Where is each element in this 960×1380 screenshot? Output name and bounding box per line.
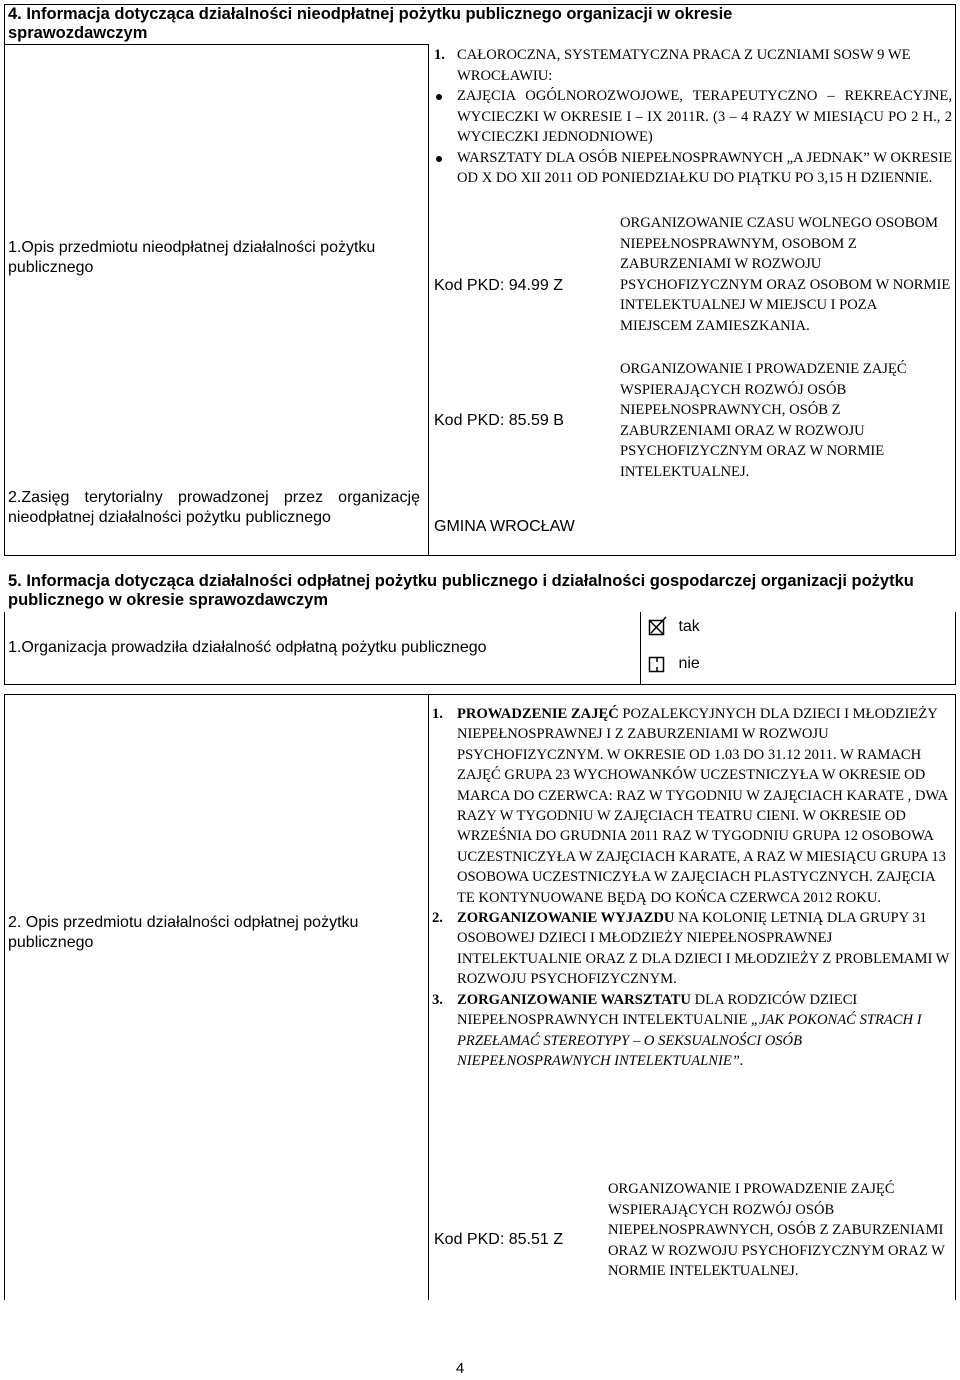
bullet-text: ZAJĘCIA OGÓLNOROZWOJOWE, TERAPEUTYCZNO – REKREACYJNE, WYCIECZKI W OKRESIE I – IX 2011R. (3 – 4 RAZY W MIESIĄCU PO 2 H., 2 WYCIECZKI JEDNODNIOWE) <box>457 88 952 145</box>
section4-label-territory: 2.Zasięg terytorialny prowadzonej przez organizację nieodpłatnej działalności pożytku publicznego <box>8 489 420 526</box>
section5-table-mid <box>428 694 429 1300</box>
section5-table-top <box>4 694 956 695</box>
page-number: 4 <box>455 1360 465 1377</box>
territory-value: GMINA WROCŁAW <box>434 518 575 535</box>
item-italic: „JAK POKONAĆ STRACH I PRZEŁAMAĆ STEREOTYPY – O SEKSUALNOŚCI OSÓB NIEPEŁNOSPRAWNYCH INTELEKTUALNIE”. <box>457 1012 922 1069</box>
bullet-icon <box>436 156 442 162</box>
activity-bullet-list <box>432 86 952 189</box>
list-item <box>432 990 950 1072</box>
item-text: DLA RODZICÓW DZIECI NIEPEŁNOSPRAWNYCH INTELEKTUALNIE <box>457 991 858 1029</box>
item-number: 1. <box>432 706 443 722</box>
item-text: NA KOLONIĘ LETNIĄ DLA GRUPY 31 OSOBOWEJ DZIECI I MŁODZIEŻY NIEPEŁNOSPRAWNEJ INTELEKTUALNIE ORAZ Z DLA DZIECI I MŁODZIEŻY Z PROBLEMAMI W ROZWOJU PSYCHOFIZYCZNYM. <box>457 910 950 988</box>
bullet-icon <box>436 94 442 100</box>
item-bold: ZORGANIZOWANIE WARSZTATU <box>457 991 691 1008</box>
pkd-code-1: Kod PKD: 94.99 Z <box>434 277 563 294</box>
checkbox-empty-icon[interactable] <box>648 656 664 672</box>
option-no-label: nie <box>678 655 700 672</box>
pkd-desc-3: ORGANIZOWANIE I PROWADZENIE ZAJĘĆ WSPIERAJĄCYCH ROZWÓJ OSÓB NIEPEŁNOSPRAWNYCH, OSÓB Z ZABURZENIAMI ORAZ W ROZWOJU PSYCHOFIZYCZNYM ORAZ W NORMIE INTELEKTUALNEJ. <box>608 1181 945 1279</box>
section5-label-description: 2. Opis przedmiotu działalności odpłatnej pożytku publicznego <box>8 914 359 951</box>
bullet-text: WARSZTATY DLA OSÓB NIEPEŁNOSPRAWNYCH „A JEDNAK” W OKRESIE OD X DO XII 2011 OD PONIEDZIAŁKU DO PIĄTKU PO 3,15 H DZIENNIE. <box>457 149 952 186</box>
section4-col-divider <box>428 44 429 556</box>
section5-title: 5. Informacja dotycząca działalności odpłatnej pożytku publicznego i działalności gospodarczej organizacji pożytku publicznego w okresie sprawozdawczym <box>8 572 914 609</box>
item-number: 3. <box>432 991 443 1008</box>
activity-block <box>432 45 952 189</box>
list-item <box>432 908 950 990</box>
option-yes[interactable] <box>648 618 700 636</box>
activity-heading: CAŁOROCZNA, SYSTEMATYCZNA PRACA Z UCZNIAMI SOSW 9 WE WROCŁAWIU: <box>457 47 911 84</box>
item-number: 2. <box>432 910 443 927</box>
pkd-desc-1: ORGANIZOWANIE CZASU WOLNEGO OSOBOM NIEPEŁNOSPRAWNYM, OSOBOM Z ZABURZENIAMI W ROZWOJU PSYCHOFIZYCZNYM ORAZ OSOBOM W NORMIE INTELEKTUALNEJ W MIEJSCU I POZA MIEJSCEM ZAMIESZKANIA. <box>620 215 951 334</box>
option-no[interactable] <box>648 655 700 673</box>
section5-table-right <box>955 694 956 1300</box>
section4-title: 4. Informacja dotycząca działalności nieodpłatnej pożytku publicznego organizacji w okresie sprawozdawczym <box>8 5 733 42</box>
section5-table-left <box>4 694 5 1300</box>
paid-activity-question: 1.Organizacja prowadziła działalność odpłatną pożytku publicznego <box>8 639 487 656</box>
paid-activity-list <box>432 704 950 1071</box>
activity-heading-number: 1. <box>434 47 445 63</box>
checkbox-checked-icon[interactable] <box>648 619 664 635</box>
section4-header-divider <box>4 44 429 45</box>
item-bold: PROWADZENIE ZAJĘĆ <box>457 706 619 722</box>
section5-question-divider <box>640 612 641 685</box>
list-item <box>432 148 952 189</box>
item-bold: ZORGANIZOWANIE WYJAZDU <box>457 910 675 927</box>
list-item <box>432 704 950 908</box>
pkd-desc-2: ORGANIZOWANIE I PROWADZENIE ZAJĘĆ WSPIERAJĄCYCH ROZWÓJ OSÓB NIEPEŁNOSPRAWNYCH, OSÓB Z ZABURZENIAMI ORAZ W ROZWOJU PSYCHOFIZYCZNYM ORAZ W NORMIE INTELEKTUALNEJ. <box>620 361 907 480</box>
pkd-code-2: Kod PKD: 85.59 B <box>434 412 564 429</box>
list-item <box>432 86 952 148</box>
section4-label-description: 1.Opis przedmiotu nieodpłatnej działalności pożytku publicznego <box>8 239 376 276</box>
option-yes-label: tak <box>678 618 700 635</box>
pkd-code-3: Kod PKD: 85.51 Z <box>434 1231 563 1248</box>
item-text: POZALEKCYJNYCH DLA DZIECI I MŁODZIEŻY NIEPEŁNOSPRAWNEJ I Z ZABURZENIAMI W ROZWOJU PSYCHOFIZYCZNYM. W OKRESIE OD 1.03 DO 31.12 2011. W RAMACH ZAJĘĆ GRUPA 23 WYCHOWANKÓW UCZESTNICZYŁA W OKRESIE OD MARCA DO CZERWCA: RAZ W TYGODNIU W ZAJĘCIACH KARATE , DWA RAZY W TYGODNIU W ZAJĘCIACH TEATRU CIENI. W OKRESIE OD WRZEŚNIA DO GRUDNIA 2011 RAZ W TYGODNIU GRUPA 12 OSOBOWA UCZESTNICZYŁA W ZAJĘCIACH KARATE, A RAZ W MIESIĄCU GRUPA 13 OSOBOWA UCZESTNICZYŁA W ZAJĘCIACH PLASTYCZNYCH. ZAJĘCIA TE KONTYNUOWANE BĘDĄ DO KOŃCA CZERWCA 2012 ROKU. <box>457 706 948 906</box>
